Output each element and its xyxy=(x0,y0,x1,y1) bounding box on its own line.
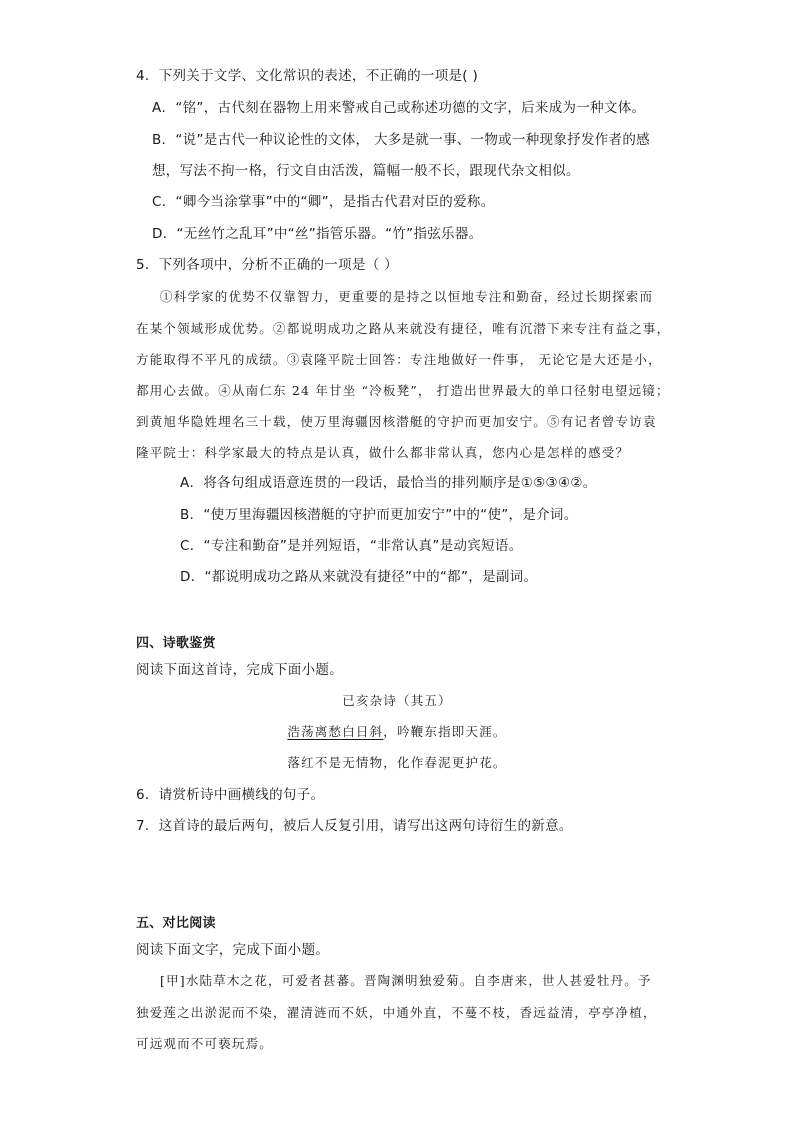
q7-text: 7．这首诗的最后两句，被后人反复引用，请写出这两句诗衍生的新意。 xyxy=(136,818,573,834)
q5-stem: 5．下列各项中，分析不正确的一项是（ ） xyxy=(136,257,398,273)
poem-line-2: 落红不是无情物，化作春泥更护花。 xyxy=(287,755,507,770)
q5-option-c: C．“专注和勤奋”是并列短语，“非常认真”是动宾短语。 xyxy=(180,538,523,554)
section-4-intro: 阅读下面这首诗，完成下面小题。 xyxy=(136,662,343,678)
poem-underlined-phrase: 浩荡离愁白日斜 xyxy=(287,724,384,739)
q5-option-d: D．“都说明成功之路从来就没有捷径”中的“都”，是副词。 xyxy=(180,569,538,585)
poem-line-1 xyxy=(0,722,794,742)
q4-option-b-line1: B．“说”是古代一种议论性的文体， 大多是就一事、一物或一种现象抒发作者的感 xyxy=(152,132,650,148)
sec5-passage-line2: 独爱莲之出淤泥而不染，濯清涟而不妖，中通外直，不蔓不枝，香远益清，亭亭净植， xyxy=(136,1005,657,1020)
q5-passage-line4: 都用心去做。④从南仁东 24 年甘坐 “冷板凳”， 打造出世界最大的单口径射电望远镜； xyxy=(136,383,670,398)
q5-passage-line6: 隆平院士：科学家最大的特点是认真，做什么都非常认真，您内心是怎样的感受？ xyxy=(136,445,630,460)
q5-passage-line2: 在某个领域形成优势。②都说明成功之路从来就没有捷径，唯有沉潜下来专注有益之事， xyxy=(136,321,671,336)
poem-line-1-rest: ，吟鞭东指即天涯。 xyxy=(383,724,507,739)
q4-option-c: C．“卿今当涂掌事”中的“卿”，是指古代君对臣的爱称。 xyxy=(152,194,495,210)
q4-option-d: D．“无丝竹之乱耳”中“丝”指管乐器。“竹”指弦乐器。 xyxy=(152,226,483,242)
sec5-passage-line1: [甲]水陆草木之花，可爱者甚蕃。晋陶渊明独爱菊。自李唐来，世人甚爱牡丹。予 xyxy=(160,973,652,988)
poem-title: 已亥杂诗（其五） xyxy=(342,693,452,708)
q4-stem: 4．下列关于文学、文化常识的表述，不正确的一项是( ) xyxy=(136,68,479,84)
q5-passage-line3: 方能取得不平凡的成绩。③袁隆平院士回答：专注地做好一件事， 无论它是大还是小， xyxy=(136,352,662,367)
sec5-passage-line3: 可远观而不可亵玩焉。 xyxy=(136,1036,274,1051)
section-4-title: 四、诗歌鉴赏 xyxy=(136,636,216,651)
q6-text: 6．请赏析诗中画横线的句子。 xyxy=(136,787,325,803)
q4-option-b-line2: 想，写法不拘一格，行文自由活泼，篇幅一般不长，跟现代杂文相似。 xyxy=(152,163,580,179)
q5-option-a: A．将各句组成语意连贯的一段话，最恰当的排列顺序是①⑤③④②。 xyxy=(180,475,597,491)
q5-passage-line5: 到黄旭华隐姓埋名三十载，使万里海疆因核潜艇的守护而更加安宁。⑤有记者曾专访袁 xyxy=(136,414,657,429)
q5-passage-line1: ①科学家的优势不仅靠智力，更重要的是持之以恒地专注和勤奋，经过长期探索而 xyxy=(160,289,654,304)
q5-option-b: B．“使万里海疆因核潜艇的守护而更加安宁”中的“使”，是介词。 xyxy=(180,507,578,523)
section-5-title: 五、对比阅读 xyxy=(136,916,216,931)
q4-option-a: A．“铭”，古代刻在器物上用来警戒自己或称述功德的文字，后来成为一种文体。 xyxy=(152,100,646,116)
section-5-intro: 阅读下面文字，完成下面小题。 xyxy=(136,942,330,958)
